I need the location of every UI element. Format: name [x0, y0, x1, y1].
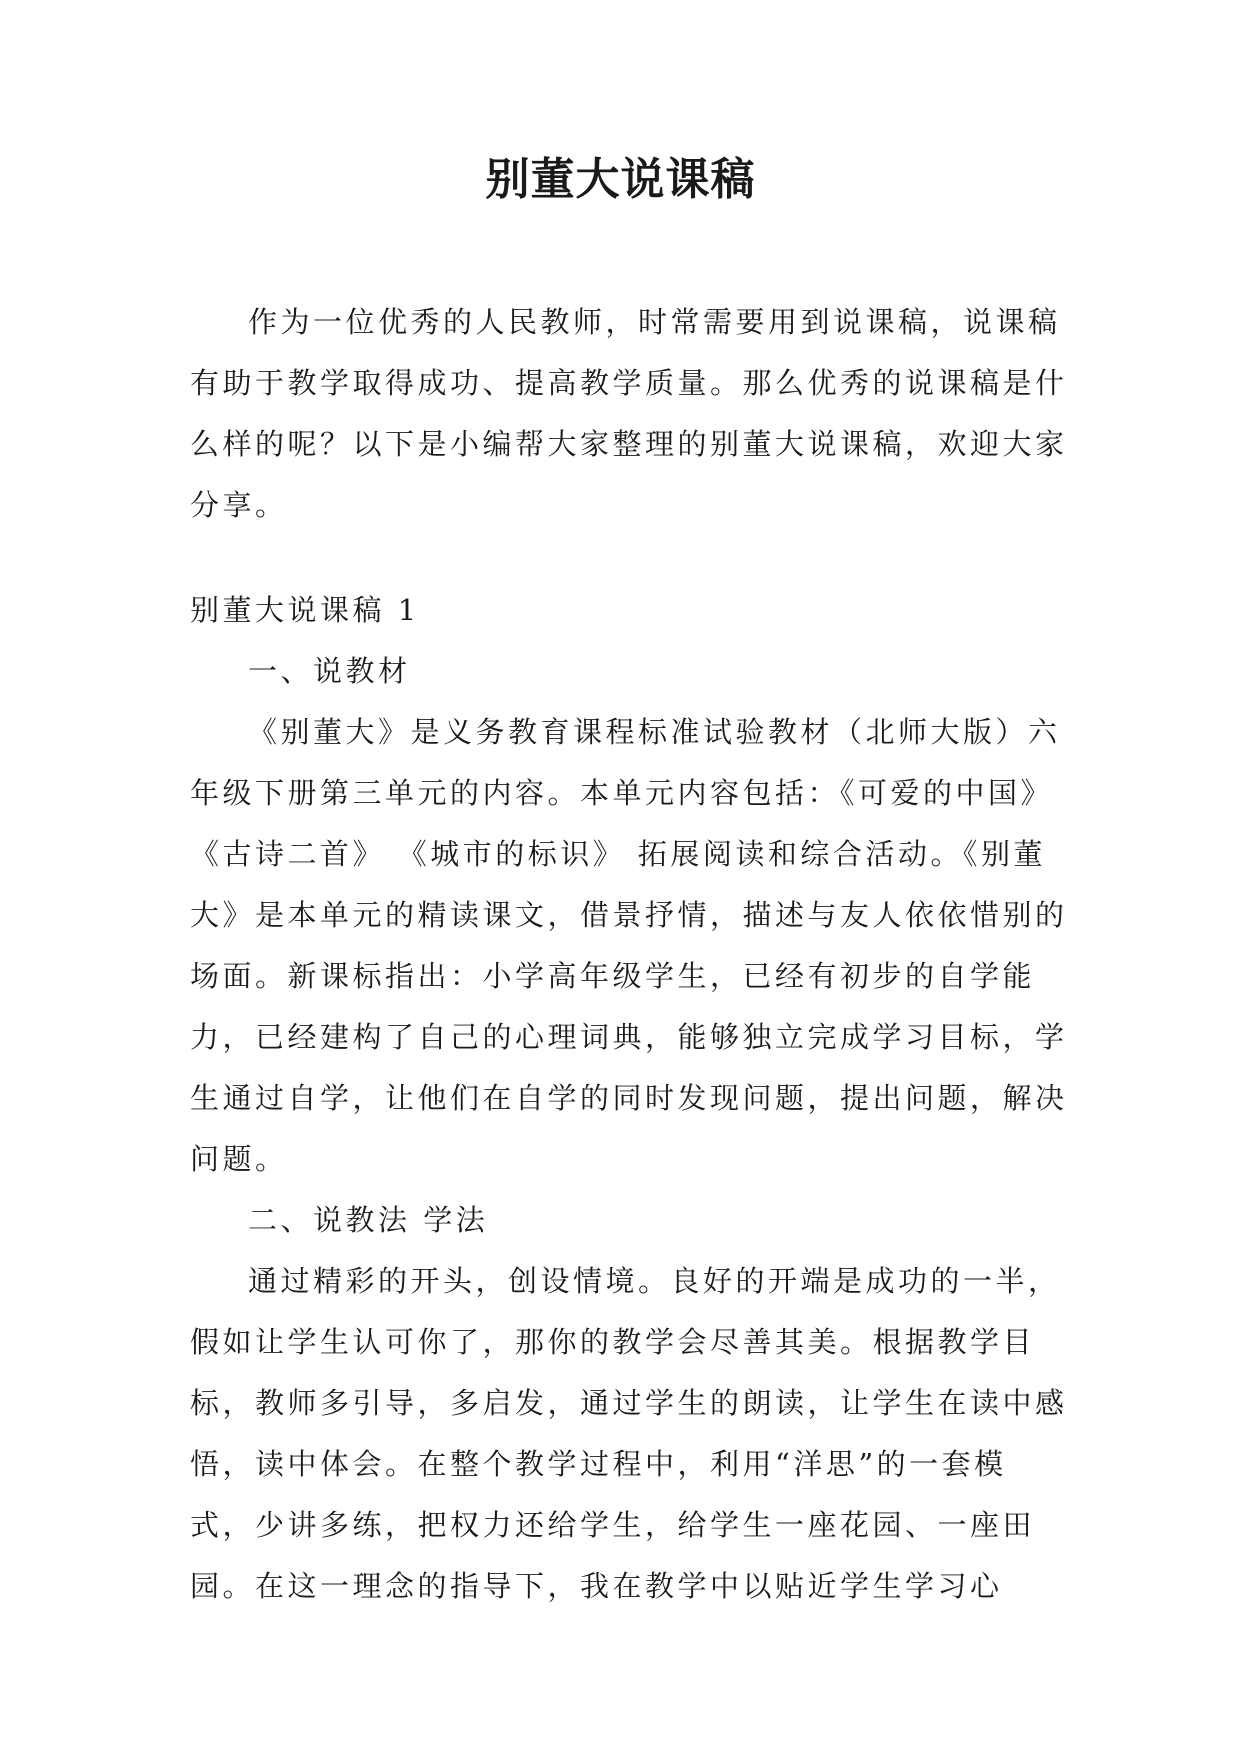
section-title: 别董大说课稿 1 — [190, 593, 420, 627]
main-section — [190, 580, 1070, 1617]
document-title: 别董大说课稿 — [485, 154, 756, 205]
paragraph-teaching-material: 《别董大》是义务教育课程标准试验教材（北师大版）六年级下册第三单元的内容。本单元内容包括：《可爱的中国》 《古诗二首》 《城市的标识》 拓展阅读和综合活动。《别董大》是本单元的精读课文，借景抒情，描述与友人依依惜别的场面。新课标指出：小学高年级学生，已经有初步的自学能力，已经建构了自己的心理词典，能够独立完成学习目标，学生通过自学，让他们在自学的同时发现问题，提出问题，解决问题。 — [190, 715, 1068, 1176]
heading-teaching-material: 一、说教材 — [248, 654, 411, 688]
paragraph-teaching-method: 通过精彩的开头，创设情境。良好的开端是成功的一半，假如让学生认可你了，那你的教学会尽善其美。根据教学目标，教师多引导，多启发，通过学生的朗读，让学生在读中感悟，读中体会。在整个教学过程中，利用“洋思”的一套模式，少讲多练，把权力还给学生，给学生一座花园、一座田园。在这一理念的指导下，我在教学中以贴近学生学习心 — [190, 1264, 1068, 1603]
heading-teaching-method: 二、说教法 学法 — [248, 1203, 489, 1237]
intro-section — [190, 292, 1070, 536]
intro-paragraph: 作为一位优秀的人民教师，时常需要用到说课稿，说课稿有助于教学取得成功、提高教学质量。那么优秀的说课稿是什么样的呢？以下是小编帮大家整理的别董大说课稿，欢迎大家分享。 — [190, 305, 1068, 522]
